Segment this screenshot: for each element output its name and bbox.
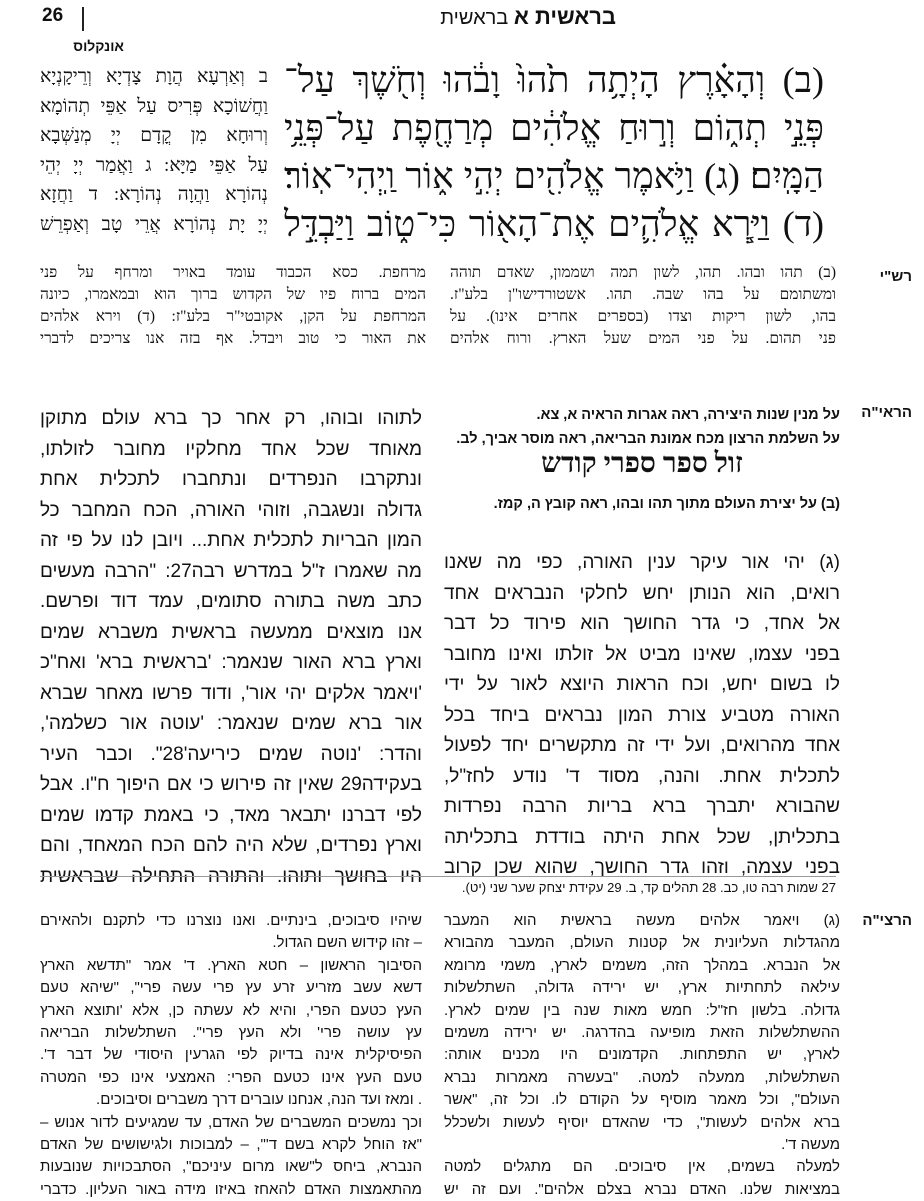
small-line: טעם העץ אינו כטעם הפרי: האמצעי אינו כפי המטרה: [40, 1068, 422, 1086]
rashi-line: מרחפת. כסא הכבוד עומד באויר ומרחף על פני: [40, 264, 426, 281]
small-line: העולם", וכל מאמר מוסיף על הקודם לו. וכל זה, "אשר: [444, 1091, 840, 1109]
small-line: במציאות שלנו. האדם נברא בצלם אלהים". ועם זה יש: [444, 1180, 840, 1198]
body-line: לתוהו ובוהו, רק אחר כך ברא עולם מתוקן: [40, 408, 422, 429]
body-line: וארץ ברא האור שנאמר: 'בראשית ברא' ואח"כ: [40, 652, 422, 673]
small-line: לארץ, יש התפתחות. הקדמונים היו מכנים אותה:: [444, 1046, 840, 1064]
small-line: (ג) ויאמר אלהים מעשה בראשית הוא המעבר: [444, 912, 840, 929]
rashi-line: פני תהום. על פני המים שעל הארץ. ורוח אלהים: [450, 330, 836, 347]
reference-line: על השלמת הרצון מכח אמונת הבריאה, ראה מוסר אביך, לב.: [456, 431, 840, 447]
body-line: לתכלית אחת. והנה, מסוד ד' נודע לחז"ל,: [444, 765, 840, 787]
small-line: גדולה. בלשון חז"ל: חמש מאות שנה בין שמים לארץ.: [444, 1001, 840, 1019]
body-line: בתכליתן, שכל אחת היתה בודדת בתכליתה: [444, 826, 840, 848]
small-line: וכך נמשכים המשברים של האדם, עד שמגיעים לדור אנוש –: [40, 1113, 422, 1131]
body-line: אל אחד, כי גדר החושך הוא פירוד כל דבר: [444, 613, 840, 634]
rashi-commentary: [40, 262, 836, 380]
onkelos-line: וְרוּחָא מִן קֳדָם יְיָ מְנַשְּׁבָא: [40, 125, 268, 146]
reference-line: על מנין שנות היצירה, ראה אגרות הראיה א, צא.: [536, 407, 840, 423]
body-line: בפני עצמו, שאינו מביט אל זולתו ואינו מחובר: [444, 643, 840, 665]
torah-text: [284, 56, 824, 256]
book-title: בראשית א: [513, 4, 616, 29]
header-divider: [82, 7, 84, 31]
torah-line: הַמָּֽיִם׃ (ג) וַיֹּ֥אמֶר אֱלֹהִ֖ים יְהִ֣י א֑וֹר וַֽיְהִי־אֽוֹר׃: [284, 156, 824, 196]
torah-line: (ד) וַיַּ֧רְא אֱלֹהִ֛ים אֶת־הָא֖וֹר כִּי־ט֑וֹב וַיַּבְדֵּ֣ל: [284, 204, 824, 244]
small-line: הפיסיקלית אינה בדיוק לפי הגרעין היסודי של דבר ד'.: [40, 1046, 422, 1064]
body-line: בעקידה29 שאין זה פירוש כי אם היפוך ח"ו. אבל: [40, 774, 422, 795]
small-line: שיהיו סיבוכים, בינתיים. ואנו נוצרנו כדי לתקנם ולהאירם: [40, 912, 422, 929]
rashi-line: המים ברוח פיו של הקדוש ברוך הוא ובמאמרו, כיונה: [40, 286, 426, 303]
small-line: – זהו קידוש השם הגדול.: [272, 934, 422, 952]
onkelos-text: [40, 62, 268, 242]
footnotes: 27 שמות רבה טו, כב. 28 תהלים קד, ב. 29 עקידת יצחק שער שני (יט).: [40, 876, 836, 895]
body-line: אנו מוצאים ממעשה בראשית משברא שמים: [40, 621, 422, 643]
small-line: "אז הוחל לקרא בשם ד'", – למבוכות ולגישושים של האדם: [40, 1135, 422, 1153]
body-line: ונתקרבו הנפרדים ונתחברו לתכלית אחת: [40, 469, 422, 490]
small-line: ברא אלהים לעשות", כדי שהאדם יוסיף לעשות ולשכלל: [444, 1113, 840, 1131]
body-line: בפני עצמה, וזהו גדר החושך, שהוא שכן קרוב: [444, 857, 840, 878]
rashi-line: ומשתומם על בהו שבה. תהו. אשטורדישו"ן בלע"ז.: [450, 286, 836, 303]
onkelos-label: אונקלוס: [73, 38, 124, 54]
body-line: לפי דברנו יתבאר מאד, כי באמת קדמו שמים: [40, 804, 422, 826]
small-line: מהגדלות העליונית אל קטנות העולם, המעבר מהבורא: [444, 934, 840, 952]
body-line: שהבורא יתברך ברא בריות הרבה נפרדות: [444, 796, 840, 817]
small-line: הנברא, ביחס ל"שאו מרום עיניכם", הסתבכויות שנובעות: [40, 1158, 422, 1176]
small-line: אל הנברא. במהלך הזה, משמים לארץ, משמי מרומא: [444, 956, 840, 974]
raayah-reference-2: (ב) על יצירת העולם מתוך תהו ובהו, ראה קובץ ה, קמז.: [493, 496, 840, 512]
torah-line: פְּנֵ֣י תְה֑וֹם וְר֣וּחַ אֱלֹהִ֔ים מְרַחֶ֖פֶת עַל־פְּנֵ֥י: [284, 108, 824, 148]
rashi-line: את האור כי טוב ויבדל. אף בזה אנו צריכים לדברי: [40, 330, 426, 347]
body-line: 'ויאמר אלקים יהי אור', ודוד פרשו מאחר שברא: [40, 682, 422, 704]
small-line: מהתאמצות האדם להאחז באיזו מידה באור העליון. כדברי: [40, 1180, 422, 1198]
body-line: לו בשום יחש, וכח הראות היוצא לאור על ידי: [444, 674, 840, 695]
parsha-name: בראשית: [440, 7, 509, 29]
rashi-right-column: [450, 262, 836, 350]
onkelos-line: וַחֲשׁוֹכָא פְּרִיס עַל אַפֵּי תְהוֹמָא: [40, 95, 268, 117]
ratzyah-left-column: [40, 910, 422, 1201]
small-line: העץ כטעם הפרי, והיא לא עשתה כן, אלא 'ותוצא הארץ: [40, 1001, 422, 1019]
small-line: דשא עשב מזריע זרע עץ פרי עשה פרי", "שיהא טעם: [40, 979, 422, 997]
small-line: . ומאז ועד הנה, אנחנו עוברים דרך משברים וסיבוכים.: [96, 1091, 422, 1109]
body-line: האורה מטביע צורת המון נבראים ביחד בכל: [444, 704, 840, 726]
ratzyah-label: הרצי"ה: [862, 912, 912, 929]
torah-line: (ב) וְהָאָ֗רֶץ הָיְתָ֥ה תֹ֙הוּ֙ וָבֹ֔הוּ וְחֹ֖שֶׁךְ עַל־: [284, 60, 824, 100]
small-line: הסיבוך הראשון – חטא הארץ. ד' אמר "תדשא הארץ: [40, 956, 422, 974]
raayah-label: הראי"ה: [861, 404, 912, 421]
body-line: היו בחושך ותוהו. והתורה התחילה שבראשית: [40, 865, 422, 887]
ratzyah-right-column: [444, 910, 840, 1201]
onkelos-line: עַל אַפֵּי מַיָּא: ג וַאֲמַר יְיָ יְהֵי: [40, 154, 268, 176]
rashi-line: המרחפת על הקן, אקובטי"ר בלע"ז: (ד) וירא אלהים: [40, 308, 426, 325]
running-header: [96, 4, 616, 30]
body-line: והדר: 'נוטה שמים כיריעה'28". וכבר העיר: [40, 743, 422, 765]
onkelos-line: נְהוֹרָא וַהֲוָה נְהוֹרָא: ד וַחֲזָא: [40, 184, 268, 205]
body-line: (ג) יהי אור עיקר ענין האורה, כפי מה שאנו: [444, 552, 840, 573]
body-line: וארץ נפרדים, שלא היה להם הכח המאחד, והם: [40, 835, 422, 856]
small-line: עילאה לתחתיות ארץ, יש ירידה גדולה, השתלשלות: [444, 979, 840, 997]
rashi-label: רש"י: [879, 268, 912, 285]
onkelos-line: יְיָ יָת נְהוֹרָא אֲרֵי טָב וְאַפְרֵשׁ: [40, 213, 268, 235]
rashi-left-column: [40, 262, 426, 350]
body-line: המון הבריות לתכלית אחת... ויובן לנו על פי זה: [40, 530, 422, 551]
body-line: מה שאמרו ז"ל במדרש רבה27: "הרבה מעשים: [40, 560, 422, 582]
raayah-left-column: [40, 404, 422, 892]
small-line: השתלשלות, ממעלה למטה. "בעשרה מאמרות נברא: [444, 1068, 840, 1086]
body-line: אחד מהרואים, ועל ידי זה מתקשרים יחד לפעול: [444, 735, 840, 756]
body-line: אור ברא שמים שנאמר: 'עוטה אור כשלמה',: [40, 713, 422, 734]
body-line: רואים, הוא הנותן יחש לחלקי הנבראים אחד: [444, 582, 840, 604]
body-line: גדולה ונשגבה, וזוהי האורה, הכח המחבר כל: [40, 499, 422, 521]
raayah-right-column: [444, 548, 840, 884]
small-line: ההשתלשלות הזאת מופיעה בהדרגה. יש ירידה משמים: [444, 1023, 840, 1041]
small-line: למעלה בשמים, אין סיבוכים. הם מתגלים למטה: [444, 1158, 840, 1176]
rashi-line: בהו, לשון ריקות וצדו (בספרים אחרים אינו). על: [450, 308, 836, 325]
raayah-references: [444, 403, 840, 451]
small-line: מעשה ד'.: [781, 1135, 840, 1153]
watermark-stamp: זול ספר ספרי קודש: [541, 448, 743, 479]
onkelos-line: ב וְאַרְעָא הֲוָת צָדְיָא וְרֵיקָנְיָא: [40, 66, 268, 87]
body-line: מאוחד שכל אחד מחלקיו מחובר לזולתו,: [40, 438, 422, 460]
rashi-line: (ב) תהו ובהו. תהו, לשון תמה ושממון, שאדם תוהה: [450, 264, 836, 281]
small-line: עץ עושה פרי' ולא העץ פרי". השתלשלות הבריאה: [40, 1023, 422, 1041]
body-line: כתב משה בתורה סתומים, עמד דוד ופרשם.: [40, 591, 422, 612]
page-number: 26: [42, 5, 64, 26]
